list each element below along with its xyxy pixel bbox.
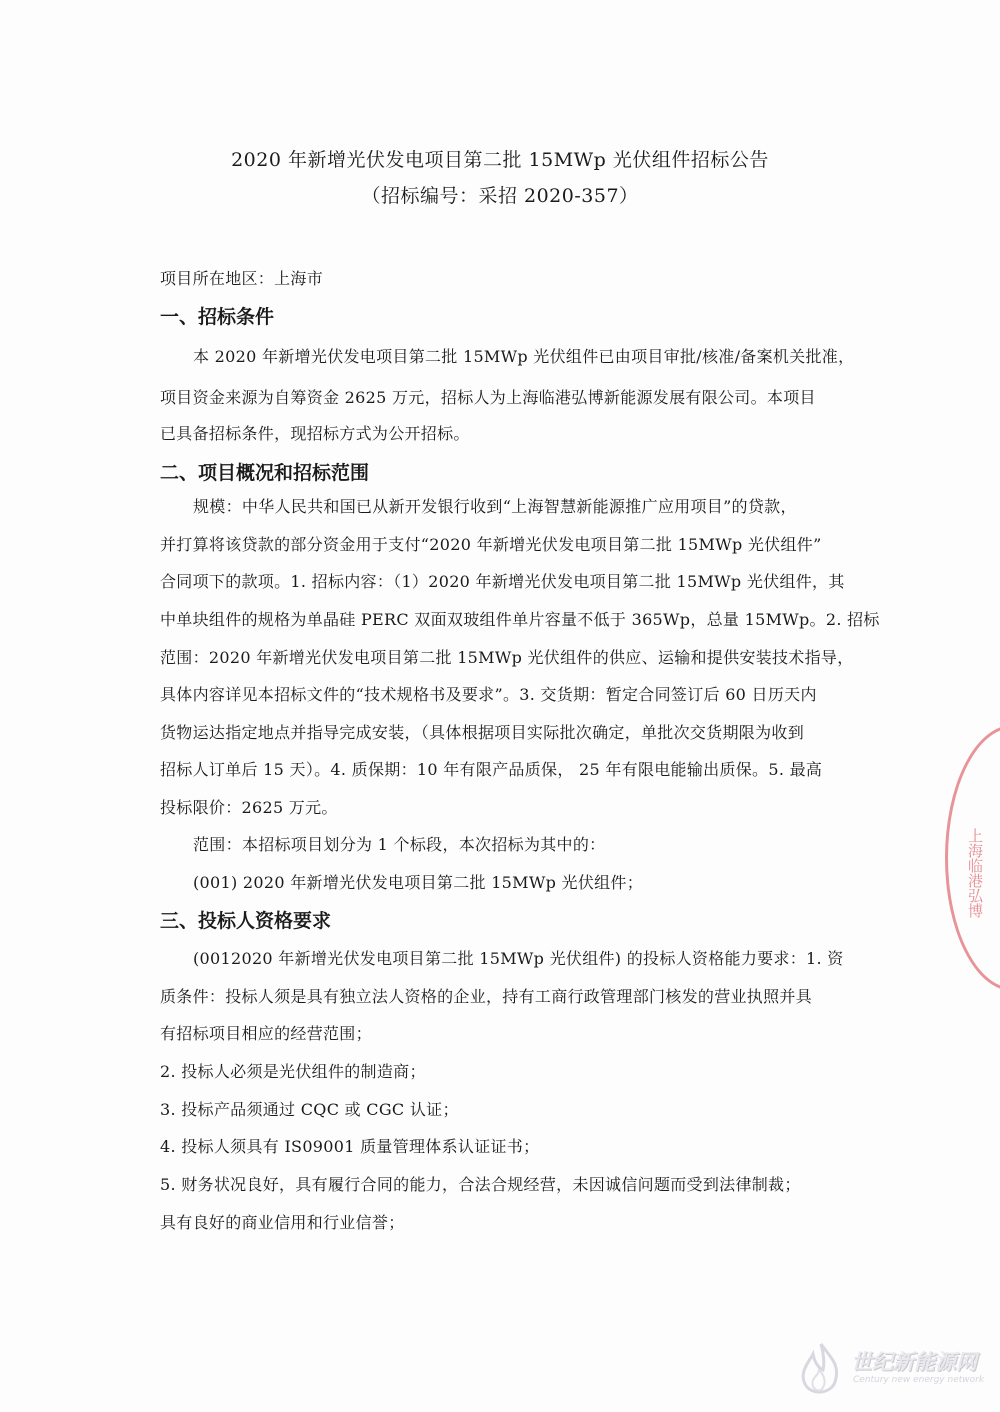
watermark-title: 世纪新能源网 [851, 1350, 977, 1374]
section-1-line: 已具备招标条件，现招标方式为公开招标。 [160, 424, 470, 443]
requirement-item: 3. 投标产品须通过 CQC 或 CGC 认证； [160, 1100, 459, 1119]
requirement-item: 5. 财务状况良好，具有履行合同的能力，合法合规经营，未因诚信问题而受到法律制裁； [160, 1175, 801, 1194]
section-2-line: 规模：中华人民共和国已从新开发银行收到“上海智慧新能源推广应用项目”的贷款， [193, 497, 797, 516]
section-2-line: 招标人订单后 15 天）。4. 质保期：10 年有限产品质保， 25 年有限电能输出质保。5. 最高 [160, 760, 823, 779]
section-3-heading: 三、投标人资格要求 [160, 910, 332, 932]
section-2-heading: 二、项目概况和招标范围 [160, 462, 370, 484]
section-2-line: 投标限价：2625 万元。 [160, 798, 338, 817]
section-2-line: 合同项下的款项。1. 招标内容：（1）2020 年新增光伏发电项目第二批 15MWp 光伏组件，其 [160, 572, 845, 591]
section-2-line: 并打算将该贷款的部分资金用于支付“2020 年新增光伏发电项目第二批 15MWp 光伏组件” [160, 535, 822, 554]
section-3-line: (0012020 年新增光伏发电项目第二批 15MWp 光伏组件) 的投标人资格能力要求：1. 资 [193, 949, 844, 968]
requirement-item: 具有良好的商业信用和行业信誉； [160, 1213, 405, 1232]
section-1-line: 本 2020 年新增光伏发电项目第二批 15MWp 光伏组件已由项目审批/核准/备案机关批准， [193, 347, 855, 366]
flame-logo-icon [795, 1340, 847, 1400]
section-2-line: 范围：2020 年新增光伏发电项目第二批 15MWp 光伏组件的供应、运输和提供安装技术指导， [160, 648, 854, 667]
scope-line: 范围：本招标项目划分为 1 个标段，本次招标为其中的： [193, 835, 606, 854]
seal-text: 上海临港弘博 [966, 828, 984, 918]
section-1-heading: 一、招标条件 [160, 306, 275, 328]
section-2-line: 具体内容详见本招标文件的“技术规格书及要求”。3. 交货期：暂定合同签订后 60 日历天内 [160, 685, 817, 704]
lot-line: (001) 2020 年新增光伏发电项目第二批 15MWp 光伏组件； [193, 873, 644, 892]
section-2-line: 货物运达指定地点并指导完成安装，（具体根据项目实际批次确定，单批次交货期限为收到 [160, 723, 805, 742]
section-1-line: 项目资金来源为自筹资金 2625 万元，招标人为上海临港弘博新能源发展有限公司。本项目 [160, 388, 816, 407]
tender-number: （招标编号：采招 2020-357） [361, 185, 639, 207]
section-3-line: 质条件：投标人须是具有独立法人资格的企业，持有工商行政管理部门核发的营业执照并具 [160, 987, 813, 1006]
requirement-item: 2. 投标人必须是光伏组件的制造商； [160, 1062, 426, 1081]
watermark-logo [795, 1340, 985, 1400]
requirement-item: 4. 投标人须具有 IS09001 质量管理体系认证证书； [160, 1137, 540, 1156]
document-title: 2020 年新增光伏发电项目第二批 15MWp 光伏组件招标公告 [231, 149, 769, 171]
section-3-line: 有招标项目相应的经营范围； [160, 1024, 372, 1043]
section-2-line: 中单块组件的规格为单晶硅 PERC 双面双玻组件单片容量不低于 365Wp，总量 15MWp。2. 招标 [160, 610, 880, 629]
project-location: 项目所在地区：上海市 [160, 269, 324, 288]
watermark-subtitle: Century new energy network [853, 1375, 985, 1385]
